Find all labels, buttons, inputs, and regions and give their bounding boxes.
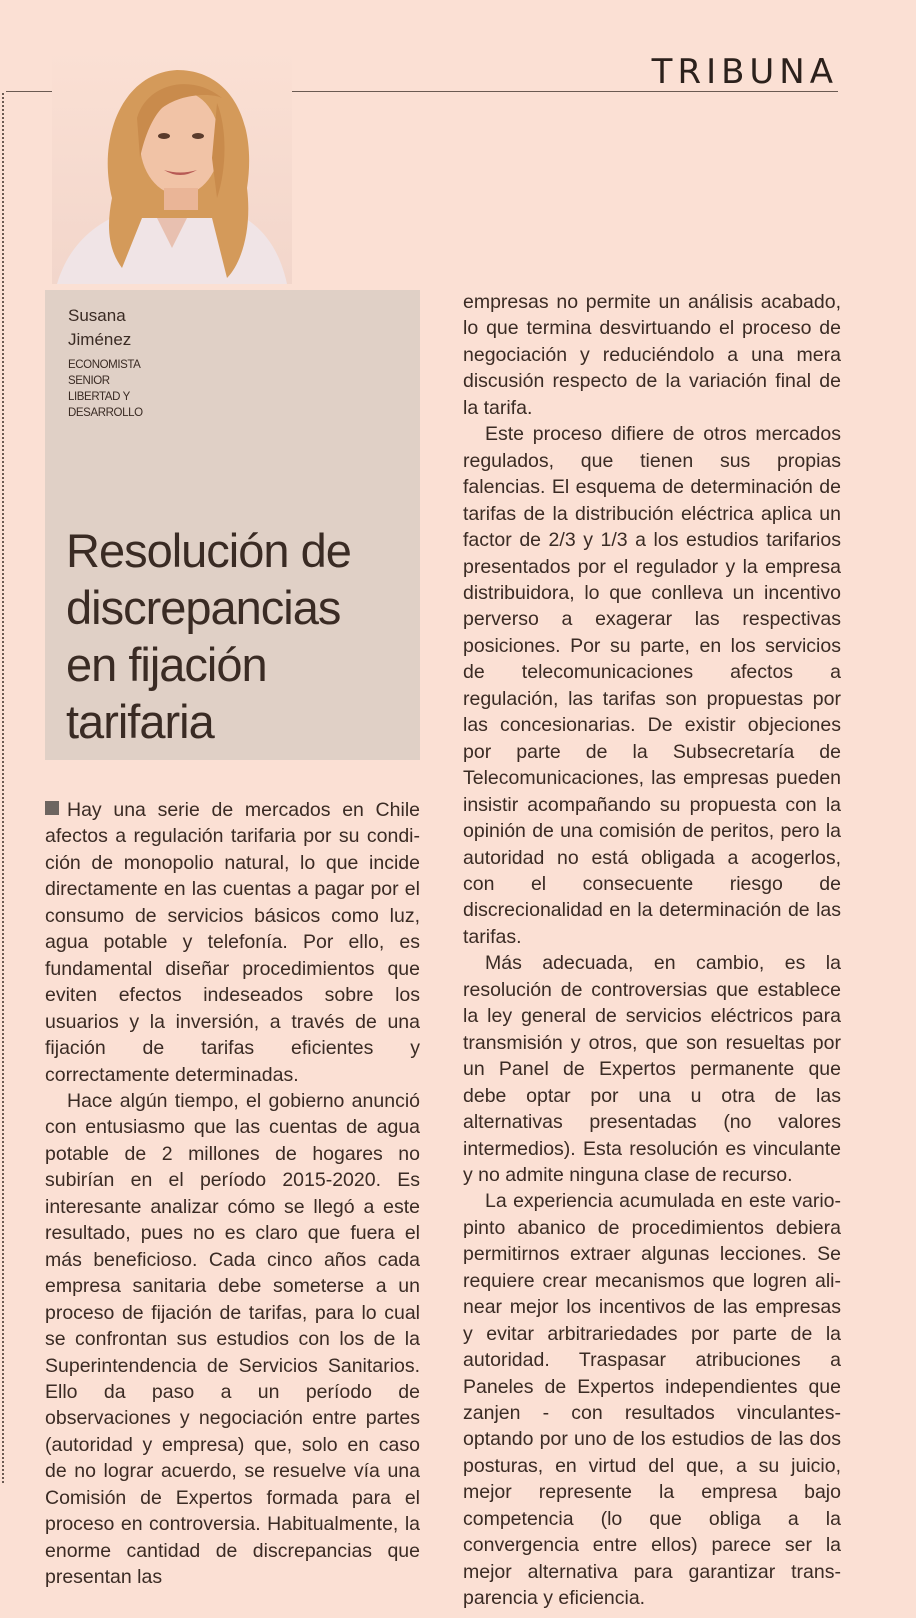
author-portrait: [52, 48, 292, 284]
article-paragraph: empresas no permite un análisis acabado, lo que termina desvirtuando el proceso de negociación y reduciéndolo a una mera discusión respecto de la variación final de la tarifa.: [463, 291, 841, 419]
author-role-line: SENIOR: [68, 375, 110, 387]
paragraph-text: Hay una serie de mercados en Chile afectos a regulación tarifaria por su condición de monopolio natural, lo que incide directamente en las cuentas a pagar por el consumo de servicios básicos como luz, agua potable y telefonía. Por ello, es fundamental diseñar procedimientos que eviten efectos indeseados sobre los usuarios y la inversión, a través de una fijación de tarifas eficientes y correctamente determinadas.: [45, 799, 420, 1086]
square-bullet-icon: [45, 801, 59, 815]
article-column-right: [463, 289, 841, 1612]
author-role-line: DESARROLLO: [68, 407, 143, 419]
article-paragraph: [45, 797, 420, 1088]
headline-line: Resolución de: [66, 524, 351, 577]
author-role: [68, 357, 143, 421]
author-role-line: LIBERTAD Y: [68, 391, 130, 403]
article-paragraph: La experiencia acumulada en este variopinto abanico de procedimientos debiera permitirnos extraer algunas lecciones. Se requiere crear mecanismos que logren alinear mejor los incentivos de las empresas y evitar arbitrariedades por parte de la autoridad. Traspasar atribuciones a Paneles de Expertos independientes que zanjen - con resultados vinculantes- optando por uno de los estudios de las dos posturas, en virtud del que, a su juicio, mejor represente la empresa bajo competencia (lo que obliga a la convergencia entre ellos) parece ser la mejor alternativa para garantizar transparencia y eficiencia.: [463, 1190, 841, 1610]
headline-line: en fijación: [66, 638, 267, 691]
dotted-margin-line: [2, 93, 4, 1483]
author-last-name: Jiménez: [68, 330, 132, 349]
article-paragraph: Este proceso difiere de otros mercados regulados, que tienen sus propias falencias. El esquema de determinación de tarifas de la distribución eléctrica aplica un factor de 2/3 y 1/3 a los estudios tarifarios presentados por el regulador y la empresa distribuidora, lo que conlleva un incentivo perverso a exagerar las respectivas posiciones. Por su parte, en los servicios de telecomunicaciones afectos a regulación, las tarifas son propuestas por las concesionarias. De existir objeciones por parte de la Subsecretaría de Telecomunicaciones, las empresas pueden insistir acompañando su propuesta con la opinión de una comisión de peritos, pero la autoridad no está obligada a acogerlos, con el consecuente riesgo de discrecionalidad en la determinación de las tarifas.: [463, 423, 841, 948]
author-role-line: ECONOMISTA: [68, 359, 141, 371]
headline-line: tarifaria: [66, 695, 214, 748]
article-column-left: [45, 797, 420, 1591]
article-paragraph: Más adecuada, en cambio, es la resolución de controversias que establece la ley general de servicios eléctricos para transmisión y otros, que son resueltas por un Panel de Expertos permanente que debe optar por una u otra de las alternativas presentadas (no valores intermedios). Esta resolución es vinculante y no admite ninguna clase de recurso.: [463, 952, 841, 1186]
section-label: TRIBUNA: [651, 52, 838, 92]
author-first-name: Susana: [68, 306, 126, 325]
author-name: [68, 304, 131, 352]
article-paragraph: Hace algún tiempo, el gobierno anunció con entusiasmo que las cuentas de agua potable de 2 millones de hogares no subirían en el período 2015-2020. Es interesante analizar cómo se llegó a este resultado, pues no es claro que fuera el más beneficioso. Cada cinco años cada empresa sanitaria debe someterse a un proceso de fijación de tarifas, para lo cual se confrontan sus estudios con los de la Superintendencia de Servicios Sanitarios. Ello da paso a un período de observaciones y negociación entre partes (autoridad y empresa) que, solo en caso de no lograr acuerdo, se resuelve vía una Comisión de Expertos formada para el proceso en controversia. Habitualmente, la enorme cantidad de discrepancias que presentan las: [45, 1089, 420, 1589]
headline-line: discrepancias: [66, 581, 341, 634]
article-headline: [66, 522, 416, 750]
